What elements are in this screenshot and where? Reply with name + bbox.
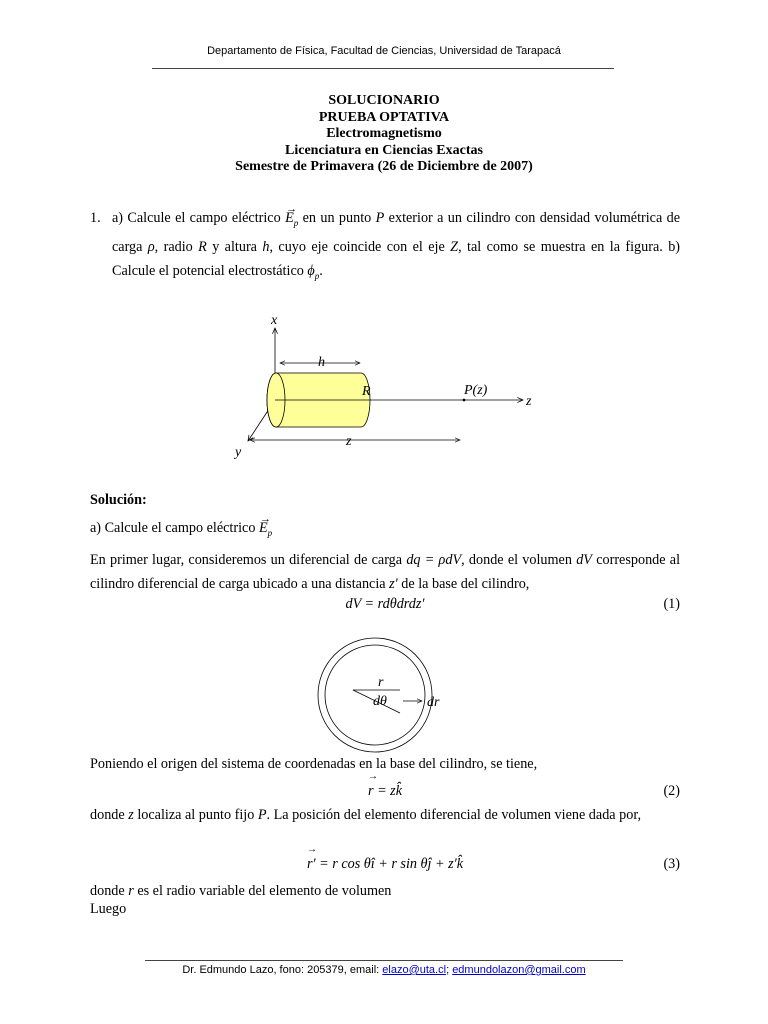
problem-text-10: . <box>319 262 323 279</box>
label-z-axis: z <box>526 394 532 409</box>
equation-3-body: → r′ = r cos θî + r sin θĵ + z′k̂ <box>306 844 464 872</box>
equation-2-number: (2) <box>663 783 680 799</box>
label-h: h <box>318 355 325 370</box>
point-P <box>463 399 466 402</box>
equation-1-number: (1) <box>663 596 680 612</box>
symbol-P: P <box>375 210 385 226</box>
symbol-e-vector: → $E_p$ <box>285 203 299 228</box>
label-dr: dr <box>427 695 440 710</box>
title-line-3: Electromagnetismo <box>326 126 442 141</box>
paragraph-3: donde z localiza al punto fijo P. La posición del elemento diferencial de volumen viene dada por, <box>90 807 642 823</box>
problem-text-3: exterior a un cilindro con densidad <box>388 210 591 226</box>
label-dtheta: dθ <box>373 694 387 709</box>
footer-rule <box>145 960 623 961</box>
title-line-1: SOLUCIONARIO <box>328 93 440 108</box>
label-y: y <box>235 445 242 460</box>
cylinder-figure <box>228 308 548 468</box>
email-link-1[interactable]: elazo@uta.cl <box>382 964 447 976</box>
problem-number: 1. <box>90 210 101 226</box>
symbol-Z: Z <box>450 238 459 255</box>
problem-text-8: , tal como se <box>458 238 536 255</box>
label-R: R <box>362 384 371 399</box>
problem-text-7: , cuyo eje coincide con el eje <box>269 238 445 255</box>
equation-3-number: (3) <box>663 856 680 872</box>
equation-1-body: dV = rdθdrdz′ <box>345 596 425 612</box>
circle-figure <box>310 635 490 755</box>
problem-text-9: muestra en la figura. b) Calcule el potencial electrostático <box>112 238 681 279</box>
problem-text-4: volumétrica de carga <box>112 210 681 255</box>
paragraph-1: En primer lugar, consideremos un diferencial de carga dq = ρdV, donde el volumen dV corresponde al cilindro diferencial de carga ubicado a una distancia z′ de la base del cilindro, <box>90 552 681 592</box>
label-r: r <box>378 675 384 690</box>
paragraph-5: Luego <box>90 901 127 917</box>
page-header <box>0 45 768 57</box>
label-x: x <box>271 313 278 328</box>
page-footer <box>0 964 768 976</box>
problem-text-1: a) Calcule el campo eléctrico <box>112 210 281 226</box>
paragraph-2: Poniendo el origen del sistema de coordenadas en la base del cilindro, se tiene, <box>90 756 538 772</box>
footer-separator: ; <box>446 964 450 976</box>
solution-heading: Solución: <box>90 492 147 508</box>
title-block <box>0 93 768 176</box>
title-line-5: Semestre de Primavera (26 de Diciembre de 2007) <box>235 159 533 174</box>
paragraph-4: donde r es el radio variable del elemento de volumen <box>90 883 392 899</box>
problem-text-5: , radio <box>154 238 193 255</box>
title-line-4: Licenciatura en Ciencias Exactas <box>285 142 483 158</box>
label-P: P(z) <box>464 383 488 398</box>
problem-text-2: en un punto <box>302 210 372 226</box>
symbol-rho: ρ <box>147 238 155 255</box>
email-link-2[interactable]: edmundolazon@gmail.com <box>452 964 586 976</box>
part-a-heading: a) Calcule el campo eléctrico → $E_p$ <box>90 513 273 538</box>
problem-1-statement <box>90 203 681 288</box>
header-institution: Departamento de Física, Facultad de Ciencias, Universidad de Tarapacá <box>207 45 561 57</box>
symbol-R: R <box>198 238 207 255</box>
label-z-distance: z <box>346 434 352 449</box>
header-rule <box>152 68 614 69</box>
symbol-phi: $\phi_p$ <box>307 262 320 281</box>
footer-author: Dr. Edmundo Lazo, fono: 205379, email: <box>182 964 380 976</box>
symbol-h: h <box>262 238 270 255</box>
problem-text-6: y altura <box>212 238 257 255</box>
title-line-2: PRUEBA OPTATIVA <box>318 109 450 125</box>
equation-2-body: → r = zk̂ <box>367 771 403 799</box>
